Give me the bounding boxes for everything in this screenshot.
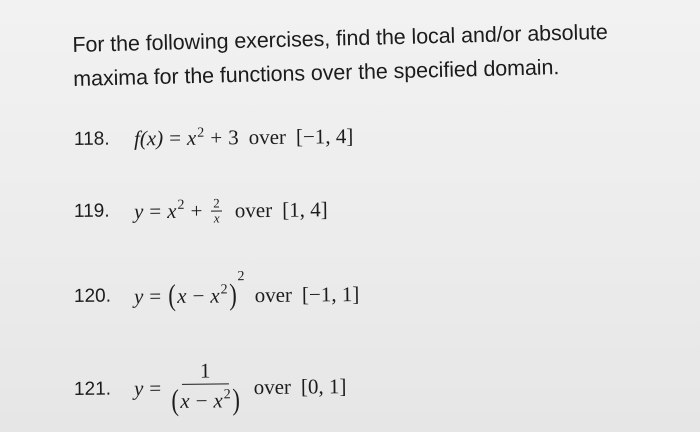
minus-sign: −	[195, 388, 208, 413]
open-paren: (	[168, 278, 177, 313]
domain-interval: [1, 4]	[282, 196, 328, 222]
exponent: 2	[177, 197, 185, 214]
plus-sign: +	[210, 125, 223, 150]
over-word: over	[248, 124, 287, 150]
plus-sign: +	[190, 198, 203, 223]
variable: x	[180, 388, 190, 413]
fraction	[170, 360, 241, 416]
fraction-denominator: x	[213, 210, 220, 226]
exercise-number: 121.	[73, 378, 112, 400]
equals-sign: =	[149, 283, 162, 308]
domain-interval: [−1, 4]	[295, 124, 354, 149]
over-word: over	[254, 282, 293, 307]
exercise-119	[74, 195, 328, 226]
over-word: over	[253, 374, 292, 400]
over-word: over	[234, 197, 273, 222]
fraction	[211, 196, 222, 224]
exercise-number: 120.	[73, 285, 112, 307]
instructions-line-1: For the following exercises, find the local and/or absolute	[72, 19, 609, 57]
function-name: y	[133, 376, 144, 401]
exercise-121	[74, 359, 347, 417]
minus-sign: −	[192, 283, 205, 308]
function-name: f(x)	[133, 126, 164, 151]
exponent: 2	[197, 125, 205, 141]
exponent: 2	[223, 387, 231, 403]
exercise-instructions	[72, 13, 683, 96]
variable: x	[213, 387, 223, 413]
equals-sign: =	[169, 125, 182, 151]
domain-interval: [−1, 1]	[301, 281, 360, 307]
function-name: y	[133, 198, 144, 223]
exercise-number: 118.	[73, 128, 110, 150]
exercise-number: 119.	[73, 200, 110, 222]
function-name: y	[133, 283, 144, 308]
exponent: 2	[220, 282, 228, 298]
constant: 3	[228, 125, 239, 150]
equals-sign: =	[149, 198, 162, 223]
fraction-denominator	[170, 384, 241, 416]
outer-exponent: 2	[237, 269, 245, 285]
instructions-line-2: maxima for the functions over the specified domain.	[72, 55, 560, 91]
equals-sign: =	[149, 376, 162, 401]
variable: x	[167, 198, 177, 223]
variable: x	[210, 282, 220, 308]
exercise-120	[73, 269, 360, 313]
close-paren: )	[231, 383, 240, 417]
open-paren: (	[171, 383, 180, 417]
fraction-numerator: 1	[182, 360, 229, 384]
fraction-numerator: 2	[211, 196, 222, 211]
variable: x	[177, 283, 187, 308]
exercise-118	[74, 124, 354, 152]
close-paren: )	[228, 278, 237, 312]
domain-interval: [0, 1]	[300, 374, 347, 399]
variable: x	[186, 125, 197, 150]
